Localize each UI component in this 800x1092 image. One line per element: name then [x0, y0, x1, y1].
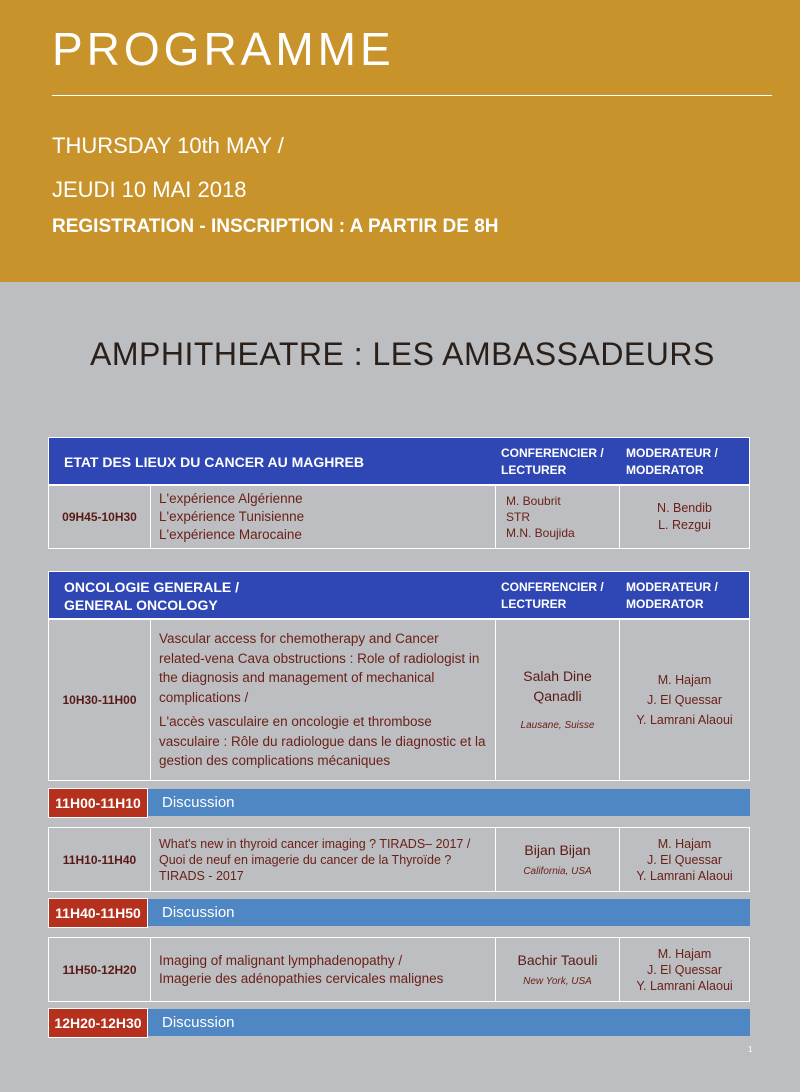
table-row — [48, 827, 750, 892]
date-english: THURSDAY 10th MAY / — [52, 133, 284, 158]
lecturer-location: New York, USA — [523, 975, 592, 987]
moderator-name: J. El Quessar — [646, 693, 723, 707]
page-title: PROGRAMME — [52, 23, 395, 75]
topic-line: L'expérience Marocaine — [159, 527, 302, 542]
session-time: 09H45-10H30 — [49, 486, 151, 548]
column-label: LECTURER — [501, 463, 567, 477]
lecturer-column-header — [501, 579, 604, 613]
date-french: JEUDI 10 MAI 2018 — [52, 177, 247, 202]
session-topic — [151, 486, 496, 548]
page-number: 1 — [748, 1045, 753, 1054]
lecturer-name: Bachir Taouli — [517, 951, 598, 968]
moderator-name: M. Hajam — [657, 673, 712, 687]
lecturer-name: Bijan Bijan — [524, 841, 591, 858]
session-time: 11H10-11H40 — [49, 828, 151, 891]
header-divider — [52, 95, 772, 96]
topic-english: Vascular access for chemotherapy and Cancer related-vena Cava obstructions : Role of radiologist in the diagnosis and management of mechanical complications / — [159, 631, 480, 705]
section-title: ETAT DES LIEUX DU CANCER AU MAGHREB — [64, 454, 364, 470]
discussion-time-badge: 11H40-11H50 — [48, 898, 148, 928]
topic-line: Imaging of malignant lymphadenopathy / — [159, 952, 403, 968]
lecturer-name: M. Boubrit — [506, 494, 561, 508]
moderator-column-header — [626, 445, 718, 479]
discussion-label: Discussion — [148, 1009, 750, 1036]
table-row — [48, 485, 750, 549]
session-moderators — [620, 620, 749, 780]
moderator-name: J. El Quessar — [646, 852, 723, 867]
session-time: 10H30-11H00 — [49, 620, 151, 780]
session-moderators — [620, 938, 749, 1001]
section-title-line: ONCOLOGIE GENERALE / — [64, 579, 240, 595]
session-topic — [151, 620, 496, 780]
session-moderators — [620, 828, 749, 891]
column-label: MODERATEUR / — [626, 580, 718, 594]
discussion-label: Discussion — [148, 789, 750, 816]
lecturer-location: Lausane, Suisse — [520, 720, 595, 731]
table-row — [48, 937, 750, 1002]
moderator-name: M. Hajam — [657, 946, 712, 961]
session-lecturer — [496, 938, 620, 1001]
section-header-maghreb — [48, 437, 750, 485]
column-label: CONFERENCIER / — [501, 446, 604, 460]
topic-line: Quoi de neuf en imagerie du cancer de la Thyroïde ? — [159, 852, 452, 867]
lecturer-column-header — [501, 445, 604, 479]
discussion-row — [48, 1008, 750, 1038]
discussion-label: Discussion — [148, 899, 750, 926]
table-row — [48, 619, 750, 781]
discussion-time-badge: 12H20-12H30 — [48, 1008, 148, 1038]
moderator-name: Y. Lamrani Alaoui — [636, 713, 733, 727]
topic-line: TIRADS - 2017 — [159, 868, 244, 883]
moderator-name: J. El Quessar — [646, 962, 723, 977]
moderator-name: Y. Lamrani Alaoui — [636, 868, 733, 883]
moderator-name: M. Hajam — [657, 836, 712, 851]
topic-line: Imagerie des adénopathies cervicales malignes — [159, 970, 444, 986]
section-title-line: GENERAL ONCOLOGY — [64, 597, 218, 613]
moderator-name: L. Rezgui — [658, 518, 711, 532]
header-banner — [0, 0, 800, 282]
lecturer-name: Salah Dine — [523, 668, 592, 684]
session-topic — [151, 828, 496, 891]
topic-line: L'expérience Algérienne — [159, 491, 303, 506]
column-label: LECTURER — [501, 597, 567, 611]
session-lecturer — [496, 620, 620, 780]
lecturer-name: STR — [506, 510, 530, 524]
lecturer-location: California, USA — [523, 865, 592, 877]
section-title — [64, 578, 239, 614]
discussion-row — [48, 898, 750, 928]
session-time: 11H50-12H20 — [49, 938, 151, 1001]
registration-note: REGISTRATION - INSCRIPTION : A PARTIR DE 8H — [52, 216, 499, 237]
moderator-name: N. Bendib — [657, 501, 712, 515]
session-lecturers — [496, 486, 620, 548]
session-topic — [151, 938, 496, 1001]
lecturer-name: M.N. Boujida — [506, 526, 575, 540]
lecturer-name: Qanadli — [533, 688, 582, 704]
discussion-row — [48, 788, 750, 818]
moderator-name: Y. Lamrani Alaoui — [636, 978, 733, 993]
section-header-oncology — [48, 571, 750, 619]
column-label: MODERATOR — [626, 463, 704, 477]
venue-title: AMPHITHEATRE : LES AMBASSADEURS — [90, 336, 715, 372]
column-label: CONFERENCIER / — [501, 580, 604, 594]
session-lecturer — [496, 828, 620, 891]
topic-line: L'expérience Tunisienne — [159, 509, 305, 524]
topic-french: L'accès vasculaire en oncologie et thrombose vasculaire : Rôle du radiologue dans le diagnostic et la gestion des complications mécaniques — [159, 714, 486, 769]
topic-line: What's new in thyroid cancer imaging ? TIRADS– 2017 / — [159, 836, 471, 851]
column-label: MODERATEUR / — [626, 446, 718, 460]
moderator-column-header — [626, 579, 718, 613]
column-label: MODERATOR — [626, 597, 704, 611]
session-moderators — [620, 486, 749, 548]
discussion-time-badge: 11H00-11H10 — [48, 788, 148, 818]
